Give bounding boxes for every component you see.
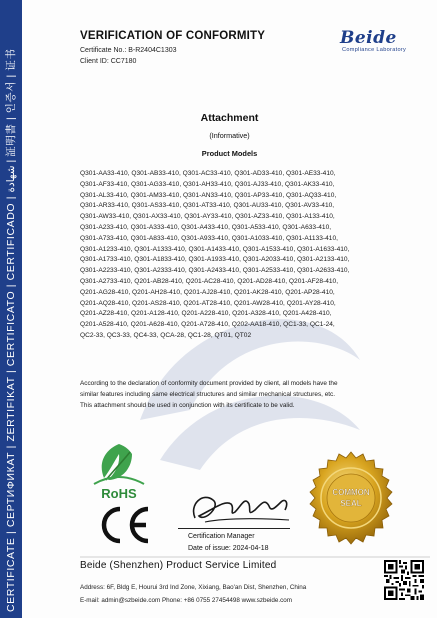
model-line: Q301-AW33-410, Q301-AX33-410, Q301-AY33-410, Q301-AZ33-410, Q301-A133-410, <box>80 213 335 221</box>
model-line: Q201-AG28-410, Q201-AH28-410, Q201-AJ28-410, Q201-AK28-410, Q201-AP28-410, <box>80 288 335 296</box>
seal-text-line-1: COMMON <box>332 488 370 497</box>
beide-logo <box>340 28 420 54</box>
conformity-statement <box>80 379 380 411</box>
attachment-title: Attachment <box>200 112 259 124</box>
footer-divider <box>80 556 430 558</box>
statement-line: This attachment should be used in conjunction with its certificate to be valid. <box>80 401 295 409</box>
model-line: Q301-AR33-410, Q301-AS33-410, Q301-AT33-410, Q301-AU33-410, Q301-AV33-410, <box>80 202 335 210</box>
model-line: Q301-A2233-410, Q301-A2333-410, Q301-A2433-410, Q301-A2533-410, Q301-A2633-410, <box>80 267 350 275</box>
signature-line <box>178 528 290 529</box>
certificate-number: Certificate No.: B-R2404C1303 <box>80 47 177 54</box>
handwritten-signature <box>185 482 295 530</box>
model-line: Q201-AZ28-410, Q201-A128-410, Q201-A228-410, Q201-A328-410, Q201-A428-410, <box>80 310 332 318</box>
model-line: Q301-AL33-410, Q301-AM33-410, Q301-AN33-410, Q301-AP33-410, Q301-AQ33-410, <box>80 191 337 199</box>
model-line: Q301-AA33-410, Q301-AB33-410, Q301-AC33-410, Q301-AD33-410, Q301-AE33-410, <box>80 170 336 177</box>
issue-date: Date of issue: 2024-04-18 <box>188 545 269 552</box>
client-id: Client ID: CC7180 <box>80 58 137 65</box>
side-band-text: CERTIFICATE | СЕРТИФИКАТ | ZERTIFIKAT | CERTIFICATO | CERTIFICADO | شهادة | 証明書 | 인증서 | 证书 <box>5 48 17 612</box>
model-line: Q301-A1733-410, Q301-A1833-410, Q301-A1933-410, Q301-A2033-410, Q301-A2133-410, <box>80 256 350 264</box>
statement-line: similar features including same electrical structures and similar mechanical structures, etc. <box>80 390 336 398</box>
company-name: Beide (Shenzhen) Product Service Limited <box>80 560 277 571</box>
side-band <box>0 0 22 618</box>
model-line: Q301-AF33-410, Q301-AG33-410, Q301-AH33-410, Q301-AJ33-410, Q301-AK33-410, <box>80 180 335 188</box>
qr-code-icon <box>384 560 424 600</box>
model-line: Q301-A2733-410, Q201-AB28-410, Q201-AC28-410, Q201-AD28-410, Q201-AF28-410, <box>80 277 339 285</box>
model-line: Q301-A1233-410, Q301-A1333-410, Q301-A1433-410, Q301-A1533-410, Q301-A1633-410, <box>80 245 350 253</box>
rohs-label: RoHS <box>101 486 137 501</box>
model-line: Q301-A233-410, Q301-A333-410, Q301-A433-410, Q301-A533-410, Q301-A633-410, <box>80 223 332 231</box>
rohs-icon <box>86 440 152 502</box>
model-line: Q301-A733-410, Q301-A833-410, Q301-A933-410, Q301-A1033-410, Q301-A1133-410, <box>80 234 338 242</box>
logo-subtitle: Compliance Laboratory <box>342 47 407 53</box>
statement-line: According to the declaration of conformity document provided by client, all models have the <box>80 380 338 387</box>
logo-word: Beide <box>340 28 397 48</box>
model-line: Q201-AQ28-410, Q201-AS28-410, Q201-AT28-410, Q201-AW28-410, Q201-AY28-410, <box>80 299 336 307</box>
gold-seal-icon <box>300 450 402 552</box>
document-title: VERIFICATION OF CONFORMITY <box>80 30 266 42</box>
ce-mark-icon <box>96 505 154 545</box>
company-contact: E-mail: admin@szbeide.com Phone: +86 0755 27454498 www.szbeide.com <box>80 597 293 604</box>
product-model-list <box>80 169 400 342</box>
product-models-title: Product Models <box>201 149 258 158</box>
company-address: Address: 6F, Bldg E, Hourui 3rd Ind Zone, Xixiang, Bao'an Dist, Shenzhen, China <box>80 584 307 591</box>
seal-text-line-2: SEAL <box>340 499 362 508</box>
model-line: Q201-A528-410, Q201-A628-410, Q201-A728-410, Q202-AA18-410, QC1-33, QC1-24, <box>80 321 335 329</box>
attachment-subtitle: (Informative) <box>209 131 250 140</box>
model-line: QC2-33, QC3-33, QC4-33, QCA-28, QC1-28, QT01, QT02 <box>80 331 252 339</box>
signatory-role: Certification Manager <box>188 533 255 540</box>
